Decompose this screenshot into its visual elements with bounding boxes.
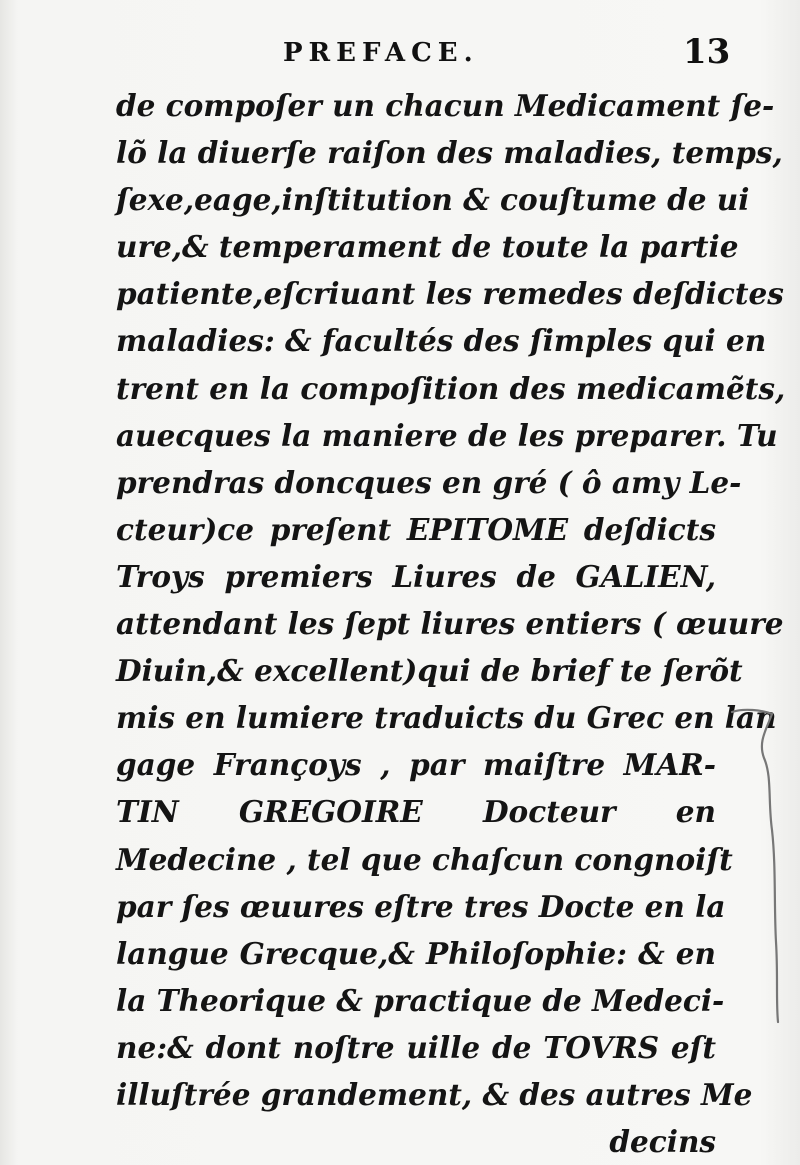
text-line: trent en la compoſition des medicamẽts, [116,370,786,406]
text-line: prendras doncques en gré ( ô amy Le- [116,464,742,500]
text-line: mis en lumiere traduicts du Grec en lan [116,700,777,736]
text-line: par ſes œuures eſtre tres Docte en la [116,888,726,924]
body-text [116,82,786,1165]
page-number: 13 [683,32,731,72]
text-line: cteur)ce preſent EPITOME deſdicts [116,511,716,547]
text-line: patiente,eſcriuant les remedes deſdictes [116,276,784,312]
text-line: la Theorique & practique de Medeci- [116,982,725,1018]
text-line: ſexe,eage,inſtitution & couſtume de ui [116,182,750,218]
text-line: Troys premiers Liures de GALIEN, [116,558,716,594]
text-line: ne:& dont noſtre uille de TOVRS eſt [116,1029,716,1065]
text-line: Diuin,& excellent)qui de brief te ſerõt [116,653,743,689]
text-line: Medecine , tel que chaſcun congnoiſt [116,841,733,877]
text-line: TIN GREGOIRE Docteur en [116,794,716,830]
text-line: ure,& temperament de toute la partie [116,229,739,265]
marginal-pen-mark [728,706,788,1026]
text-line: gage Françoys , par maiſtre MAR- [116,747,716,783]
text-line: auecques la maniere de les preparer. Tu [116,417,778,453]
text-line: attendant les ſept liures entiers ( œuure [116,606,784,642]
text-line: maladies: & facultés des ſimples qui en [116,323,767,359]
text-line: langue Grecque,& Philoſophie: & en [116,935,716,971]
text-line: de compoſer un chacun Medicament ſe- [116,88,775,123]
running-head [0,32,800,78]
text-line: illuſtrée grandement, & des autres Me [116,1076,753,1112]
catchword: decins [609,1124,716,1160]
text-line: lõ la diuerſe raiſon des maladies, temps, [116,135,783,171]
running-head-title: PREFACE. [283,38,479,68]
